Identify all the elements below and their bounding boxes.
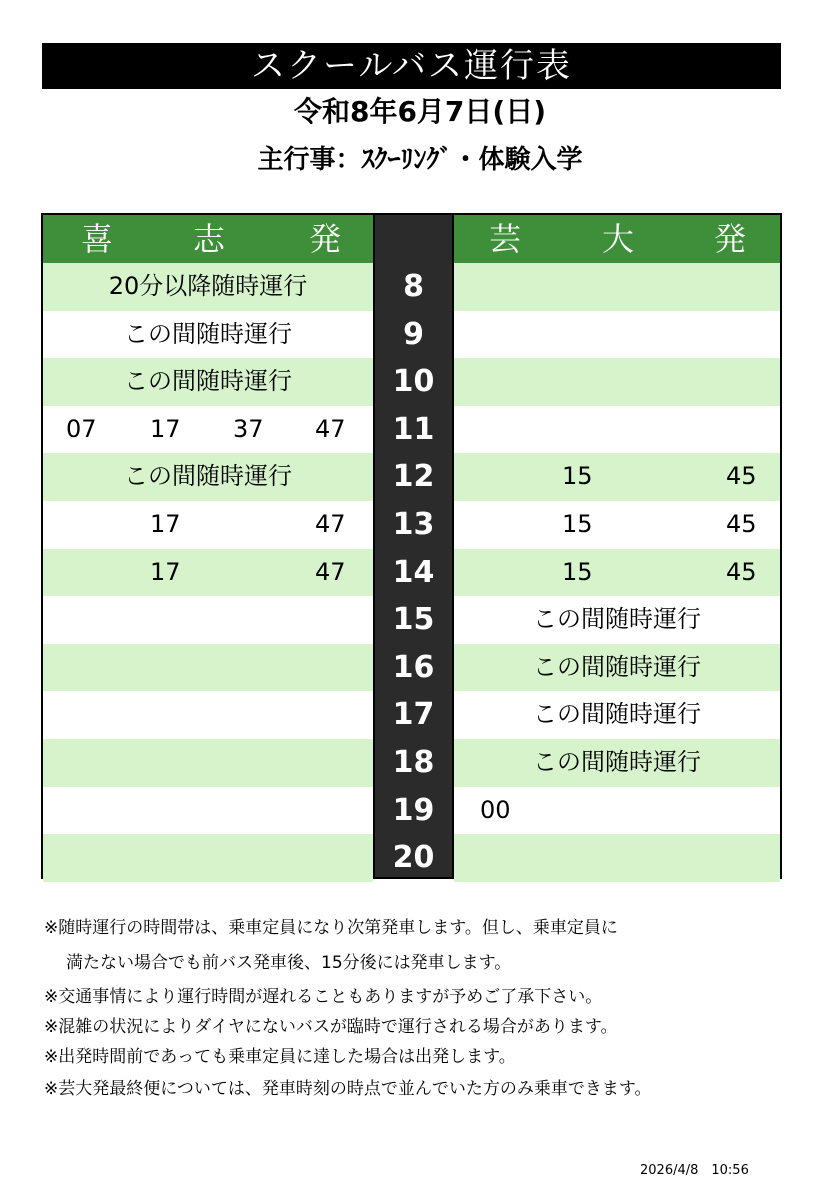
hour-label: 14 (392, 554, 435, 590)
hour-label: 11 (392, 411, 435, 447)
kishi-minute: 47 (315, 414, 346, 443)
note-line: ※出発時間前であっても乗車定員に達した場合は出発します。 (44, 1047, 516, 1067)
kishi-minute: 47 (315, 510, 346, 538)
kishi-departures (43, 691, 373, 739)
geidai-departures (454, 501, 780, 549)
header-kishi (43, 215, 373, 263)
kishi-departures (43, 787, 373, 835)
hour-label: 20 (392, 840, 435, 876)
geidai-minute: 00 (480, 795, 511, 824)
geidai-departures (454, 453, 780, 501)
geidai-departures (454, 263, 780, 311)
kishi-minute: 37 (233, 414, 264, 443)
kishi-departures (43, 311, 373, 359)
kishi-minute: 47 (315, 557, 346, 586)
note-line: ※随時運行の時間帯は、乗車定員になり次第発車します。但し、乗車定員に (44, 918, 618, 938)
geidai-departures (454, 691, 780, 739)
kishi-departures (43, 596, 373, 644)
geidai-departures (454, 358, 780, 406)
header-right-char: 芸 (489, 220, 522, 258)
geidai-departures (454, 311, 780, 359)
kishi-departures (43, 739, 373, 787)
timetable-row (43, 596, 780, 644)
timetable-row (43, 549, 780, 597)
kishi-note: 20分以降随時運行 (108, 272, 308, 300)
kishi-departures (43, 501, 373, 549)
timetable-row (43, 358, 780, 406)
date-line: 令和8年6月7日(日) (293, 95, 547, 128)
geidai-departures (454, 549, 780, 597)
kishi-departures (43, 406, 373, 454)
hour-label: 13 (392, 507, 435, 542)
timetable-row (43, 263, 780, 311)
geidai-note: この間随時運行 (533, 652, 701, 681)
timetable-row (43, 311, 780, 359)
header-right-char: 発 (714, 220, 747, 258)
timetable-row (43, 644, 780, 692)
hour-label: 16 (392, 649, 435, 685)
geidai-departures (454, 834, 780, 882)
page-title: スクールバス運行表 (42, 43, 781, 89)
kishi-departures (43, 358, 373, 406)
geidai-minute: 15 (562, 510, 593, 538)
geidai-departures (454, 596, 780, 644)
geidai-minute: 45 (726, 510, 757, 538)
note-line: ※交通事情により運行時間が遅れることもありますが予めご了承下さい。 (44, 987, 603, 1007)
geidai-departures (454, 787, 780, 835)
kishi-minute: 07 (66, 414, 97, 443)
geidai-departures (454, 739, 780, 787)
geidai-minute: 45 (726, 462, 757, 491)
kishi-note: この間随時運行 (124, 462, 292, 491)
kishi-minute: 17 (150, 557, 181, 586)
kishi-note: この間随時運行 (124, 319, 292, 348)
hour-label: 8 (403, 269, 424, 304)
hour-label: 19 (392, 792, 435, 828)
kishi-departures (43, 453, 373, 501)
hour-label: 17 (392, 697, 435, 733)
geidai-departures (454, 406, 780, 454)
note-line: ※混雑の状況によりダイヤにないバスが臨時で運行される場合があります。 (44, 1017, 618, 1037)
print-timestamp: 2026/4/8 10:56 (640, 1163, 749, 1178)
timetable-row (43, 501, 780, 549)
timetable-row (43, 406, 780, 454)
kishi-departures (43, 644, 373, 692)
hour-label: 15 (392, 602, 435, 638)
timetable-row (43, 453, 780, 501)
kishi-departures (43, 263, 373, 311)
note-line: ※芸大発最終便については、発車時刻の時点で並んでいた方のみ乗車できます。 (44, 1079, 652, 1099)
header-left-char: 発 (309, 220, 342, 258)
timetable-row (43, 691, 780, 739)
kishi-departures (43, 549, 373, 597)
hour-label: 12 (392, 459, 435, 495)
timetable (41, 213, 782, 879)
geidai-note: この間随時運行 (533, 748, 701, 776)
kishi-departures (43, 834, 373, 882)
header-left-char: 志 (193, 220, 226, 258)
geidai-minute: 15 (562, 462, 593, 491)
geidai-minute: 15 (562, 557, 593, 586)
timetable-row (43, 739, 780, 787)
note-line: 満たない場合でも前バス発車後、15分後には発車します。 (66, 953, 512, 973)
header-left-char: 喜 (81, 220, 114, 258)
hour-label: 10 (392, 364, 435, 400)
geidai-note: この間随時運行 (533, 700, 701, 729)
timetable-row (43, 834, 780, 882)
hour-label: 18 (392, 745, 435, 780)
event-line: 主行事：ｽｸｰﾘﾝｸﾞ・体験入学 (257, 145, 583, 175)
kishi-minute: 17 (150, 414, 181, 443)
geidai-minute: 45 (726, 557, 757, 586)
geidai-departures (454, 644, 780, 692)
kishi-minute: 17 (150, 510, 181, 538)
kishi-note: この間随時運行 (124, 367, 292, 396)
header-geidai (454, 215, 780, 263)
timetable-row (43, 787, 780, 835)
header-right-char: 大 (602, 220, 635, 258)
geidai-note: この間随時運行 (533, 605, 701, 634)
hour-label: 9 (403, 316, 424, 352)
